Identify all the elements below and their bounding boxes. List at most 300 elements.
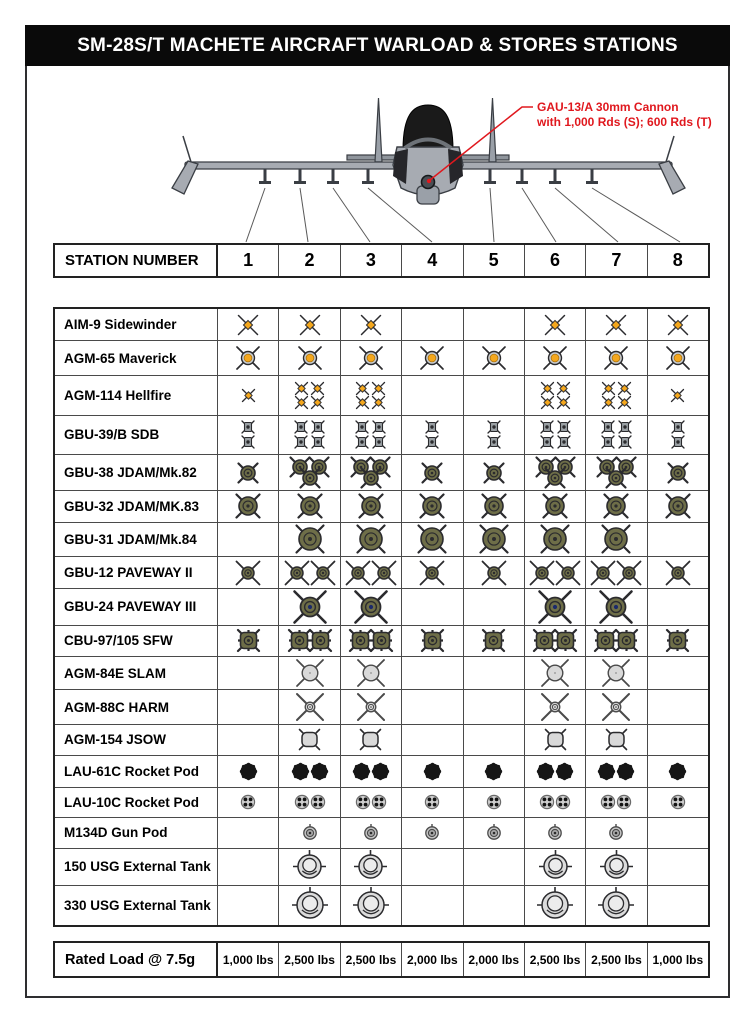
agm65-maverick-icon: [420, 346, 444, 370]
gbu31-jdam-icon: [542, 526, 568, 552]
station-cell: [218, 523, 279, 556]
station-cell: [464, 309, 525, 340]
agm65-maverick-icon: [236, 346, 260, 370]
icon-group: [295, 795, 325, 809]
icon-group: [290, 631, 330, 650]
external-tank-150usg-icon: [602, 852, 631, 881]
gbu38-jdam-icon: [485, 464, 503, 482]
icon-group: [601, 420, 632, 449]
weapon-row: [55, 376, 708, 416]
weapon-row: [55, 523, 708, 557]
agm84e-slam-icon: [602, 659, 630, 687]
gbu12-paveway2-icon: [666, 561, 690, 585]
station-cell: [402, 455, 463, 490]
station-cell: [279, 690, 340, 723]
station-cell: [279, 849, 340, 885]
aim9-sidewinder-icon: [667, 314, 689, 336]
station-cell: [341, 725, 402, 755]
station-cell: [402, 818, 463, 848]
gbu31-jdam-icon: [481, 526, 507, 552]
station-number-cell: 7: [586, 245, 647, 276]
station-cell: [525, 849, 586, 885]
lau61c-rocket-pod-icon: [240, 763, 257, 780]
leader-line: [555, 188, 618, 242]
gbu39-sdb-icon: [671, 435, 685, 449]
station-number-table: [53, 243, 710, 278]
station-cell: [525, 341, 586, 374]
rated-load-label: Rated Load @ 7.5g: [55, 943, 218, 976]
weapon-row: [55, 589, 708, 625]
icon-group: [294, 420, 325, 449]
gbu38-jdam-icon: [301, 469, 319, 487]
leader-line: [522, 188, 556, 242]
gbu12-paveway2-icon: [372, 561, 396, 585]
pylon-icon: [327, 169, 339, 183]
agm114-hellfire-icon: [295, 382, 308, 395]
station-number-cell: 5: [464, 245, 525, 276]
pylon-icon: [586, 169, 598, 183]
station-cell: [279, 788, 340, 818]
station-cell: [218, 376, 279, 415]
gbu32-jdam-icon: [483, 495, 505, 517]
station-cell: [218, 657, 279, 689]
gbu39-sdb-icon: [372, 420, 386, 434]
station-cell: [464, 376, 525, 415]
rated-load-cell: 1,000 lbs: [652, 952, 704, 967]
station-cell: [218, 557, 279, 588]
station-cell: [648, 416, 708, 454]
lau10c-rocket-pod-icon: [356, 795, 370, 809]
station-cell: [341, 416, 402, 454]
weapon-label: AIM-9 Sidewinder: [55, 309, 218, 340]
lau61c-rocket-pod-icon: [556, 763, 573, 780]
station-cell: [218, 626, 279, 656]
agm154-jsow-icon: [545, 729, 566, 750]
leader-line: [490, 188, 494, 242]
gbu12-paveway2-icon: [591, 561, 615, 585]
station-cell: [648, 491, 708, 521]
m134d-gun-pod-icon: [425, 826, 439, 840]
cannon-note-line2: with 1,000 Rds (S); 600 Rds (T): [537, 115, 712, 129]
weapon-row: [55, 455, 708, 491]
rated-load-cell: 2,500 lbs: [586, 943, 647, 976]
station-cell: [402, 309, 463, 340]
station-cell: [341, 886, 402, 925]
station-cell: [402, 788, 463, 818]
station-cell: [586, 657, 647, 689]
station-cell: [525, 416, 586, 454]
gbu39-sdb-icon: [372, 435, 386, 449]
icon-group: [356, 795, 386, 809]
gbu39-sdb-icon: [355, 420, 369, 434]
weapon-row: [55, 416, 708, 455]
station-cell: [341, 626, 402, 656]
icon-group: [530, 561, 580, 585]
rated-load-cell: 2,000 lbs: [464, 943, 525, 976]
icon-group: [535, 631, 575, 650]
gbu31-jdam-icon: [419, 526, 445, 552]
station-cell: [648, 523, 708, 556]
agm65-maverick-icon: [666, 346, 690, 370]
gbu39-sdb-icon: [311, 420, 325, 434]
station-cell: [648, 455, 708, 490]
station-cell: [648, 756, 708, 786]
weapon-label: M134D Gun Pod: [55, 818, 218, 848]
station-cell: [586, 416, 647, 454]
cbu97-sfw-icon: [556, 631, 575, 650]
icon-group: [351, 631, 391, 650]
agm114-hellfire-icon: [602, 396, 615, 409]
agm65-maverick-icon: [359, 346, 383, 370]
gbu39-sdb-icon: [557, 435, 571, 449]
weapon-label: GBU-32 JDAM/MK.83: [55, 491, 218, 521]
station-cell: [341, 491, 402, 521]
external-tank-330usg-icon: [539, 889, 571, 921]
gbu32-jdam-icon: [360, 495, 382, 517]
agm154-jsow-icon: [360, 729, 381, 750]
external-tank-330usg-icon: [355, 889, 387, 921]
lau10c-rocket-pod-icon: [671, 795, 685, 809]
station-cell: [341, 376, 402, 415]
agm88c-harm-icon: [357, 693, 385, 721]
station-cell: [218, 589, 279, 624]
station-cell: [218, 725, 279, 755]
station-cell: [402, 626, 463, 656]
station-cell: [464, 849, 525, 885]
agm65-maverick-icon: [482, 346, 506, 370]
agm84e-slam-icon: [357, 659, 385, 687]
gbu12-paveway2-icon: [285, 561, 309, 585]
agm114-hellfire-icon: [618, 382, 631, 395]
station-cell: [464, 788, 525, 818]
station-cell: [218, 491, 279, 521]
gbu32-jdam-icon: [421, 495, 443, 517]
agm154-jsow-icon: [606, 729, 627, 750]
station-cell: [279, 626, 340, 656]
station-cell: [525, 626, 586, 656]
cbu97-sfw-icon: [239, 631, 258, 650]
icon-group: [591, 561, 641, 585]
station-cell: [464, 657, 525, 689]
external-tank-150usg-icon: [541, 852, 570, 881]
station-number-cell: 8: [672, 250, 683, 270]
agm114-hellfire-icon: [311, 396, 324, 409]
station-cell: [218, 416, 279, 454]
station-cell: [525, 756, 586, 786]
rated-load-cell: 1,000 lbs: [218, 943, 279, 976]
weapon-row: [55, 690, 708, 724]
agm114-hellfire-icon: [602, 382, 615, 395]
icon-group: [671, 420, 685, 449]
gbu12-paveway2-icon: [556, 561, 580, 585]
station-cell: [648, 886, 708, 925]
station-cell: [341, 690, 402, 723]
station-cell: [341, 557, 402, 588]
station-cell: [464, 725, 525, 755]
station-cell: [279, 376, 340, 415]
weapon-label: AGM-65 Maverick: [55, 341, 218, 374]
gbu24-paveway3-icon: [539, 591, 571, 623]
gbu39-sdb-icon: [425, 435, 439, 449]
gbu39-sdb-icon: [557, 420, 571, 434]
cbu97-sfw-icon: [372, 631, 391, 650]
weapon-row: [55, 557, 708, 589]
station-leader-lines: [246, 188, 680, 242]
agm114-hellfire-icon: [372, 382, 385, 395]
gbu39-sdb-icon: [618, 435, 632, 449]
lau61c-rocket-pod-icon: [537, 763, 554, 780]
station-cell: [648, 849, 708, 885]
gbu39-sdb-icon: [241, 435, 255, 449]
station-cell: [586, 309, 647, 340]
station-cell: [402, 756, 463, 786]
gbu39-sdb-icon: [618, 420, 632, 434]
pylon-icon: [516, 169, 528, 183]
station-cell: [586, 341, 647, 374]
station-cell: [402, 657, 463, 689]
station-number-cell: 4: [402, 245, 463, 276]
station-cell: [402, 886, 463, 925]
lau10c-rocket-pod-icon: [487, 795, 501, 809]
icon-group: [353, 763, 389, 780]
rated-load-cell: 2,500 lbs: [525, 943, 586, 976]
gbu12-paveway2-icon: [420, 561, 444, 585]
weapon-row: [55, 818, 708, 849]
gbu39-sdb-icon: [355, 435, 369, 449]
lau61c-rocket-pod-icon: [485, 763, 502, 780]
right-intake-icon: [448, 149, 463, 184]
gbu12-paveway2-icon: [530, 561, 554, 585]
weapon-label: AGM-114 Hellfire: [55, 376, 218, 415]
gbu32-jdam-icon: [299, 495, 321, 517]
station-cell: [648, 818, 708, 848]
agm65-maverick-icon: [604, 346, 628, 370]
weapon-label: CBU-97/105 SFW: [55, 626, 218, 656]
station-cell: [218, 818, 279, 848]
gbu39-sdb-icon: [294, 420, 308, 434]
gbu39-sdb-icon: [425, 420, 439, 434]
gbu32-jdam-icon: [237, 495, 259, 517]
rated-load-cell: 2,500 lbs: [279, 943, 340, 976]
station-cell: [648, 557, 708, 588]
station-cell: [525, 455, 586, 490]
station-cell: [648, 690, 708, 723]
icon-group: [241, 420, 255, 449]
station-cell: [648, 788, 708, 818]
station-cell: [464, 455, 525, 490]
agm114-hellfire-icon: [541, 382, 554, 395]
gbu32-jdam-icon: [667, 495, 689, 517]
station-cell: [341, 788, 402, 818]
lau10c-rocket-pod-icon: [295, 795, 309, 809]
station-cell: [648, 309, 708, 340]
pylon-icon: [549, 169, 561, 183]
station-cell: [464, 557, 525, 588]
agm88c-harm-icon: [602, 693, 630, 721]
station-cell: [279, 341, 340, 374]
station-cell: [279, 557, 340, 588]
gbu39-sdb-icon: [294, 435, 308, 449]
weapon-label: 150 USG External Tank: [55, 849, 218, 885]
station-cell: [279, 756, 340, 786]
pylon-icon: [294, 169, 306, 183]
cannon-note-line1: GAU-13/A 30mm Cannon: [537, 100, 679, 114]
gbu38-jdam-icon: [607, 469, 625, 487]
gbu38-jdam-icon: [423, 464, 441, 482]
station-cell: [525, 657, 586, 689]
lau61c-rocket-pod-icon: [424, 763, 441, 780]
station-cell: [218, 341, 279, 374]
station-cell: [525, 523, 586, 556]
station-cell: [341, 309, 402, 340]
external-tank-330usg-icon: [600, 889, 632, 921]
lau10c-rocket-pod-icon: [601, 795, 615, 809]
station-cell: [218, 886, 279, 925]
agm114-hellfire-icon: [356, 396, 369, 409]
icon-group: [295, 382, 324, 409]
station-cell: [464, 756, 525, 786]
agm65-maverick-icon: [543, 346, 567, 370]
weapon-row: [55, 725, 708, 756]
station-cell: [279, 416, 340, 454]
aim9-sidewinder-icon: [360, 314, 382, 336]
cbu97-sfw-icon: [535, 631, 554, 650]
callout-dot: [427, 179, 431, 183]
station-number-label: STATION NUMBER: [55, 245, 218, 276]
gbu24-paveway3-icon: [355, 591, 387, 623]
lau10c-rocket-pod-icon: [556, 795, 570, 809]
station-cell: [525, 690, 586, 723]
icon-group: [541, 382, 570, 409]
agm154-jsow-icon: [299, 729, 320, 750]
station-cell: [586, 690, 647, 723]
gbu31-jdam-icon: [603, 526, 629, 552]
weapon-row: [55, 657, 708, 690]
lau10c-rocket-pod-icon: [617, 795, 631, 809]
cbu97-sfw-icon: [351, 631, 370, 650]
weapon-row: [55, 849, 708, 886]
agm88c-harm-icon: [296, 693, 324, 721]
gbu24-paveway3-icon: [294, 591, 326, 623]
weapon-label: LAU-10C Rocket Pod: [55, 788, 218, 818]
m134d-gun-pod-icon: [609, 826, 623, 840]
agm114-hellfire-icon: [356, 382, 369, 395]
station-cell: [464, 491, 525, 521]
agm88c-harm-icon: [541, 693, 569, 721]
station-cell: [648, 725, 708, 755]
pylon-icon: [484, 169, 496, 183]
agm114-hellfire-icon: [372, 396, 385, 409]
station-cell: [402, 523, 463, 556]
agm114-hellfire-icon: [557, 396, 570, 409]
lau61c-rocket-pod-icon: [372, 763, 389, 780]
aim9-sidewinder-icon: [544, 314, 566, 336]
lau10c-rocket-pod-icon: [372, 795, 386, 809]
external-tank-150usg-icon: [295, 852, 324, 881]
agm114-hellfire-icon: [311, 382, 324, 395]
station-cell: [525, 589, 586, 624]
lau10c-rocket-pod-icon: [425, 795, 439, 809]
station-number-cell: 3: [341, 245, 402, 276]
station-cell: [279, 886, 340, 925]
station-cell: [586, 818, 647, 848]
station-cell: [464, 818, 525, 848]
station-cell: [586, 886, 647, 925]
title-bar: [25, 25, 730, 66]
weapon-row: [55, 756, 708, 787]
lau61c-rocket-pod-icon: [292, 763, 309, 780]
cbu97-sfw-icon: [311, 631, 330, 650]
icon-group: [352, 458, 389, 487]
station-cell: [586, 523, 647, 556]
lau10c-rocket-pod-icon: [311, 795, 325, 809]
icon-group: [596, 631, 636, 650]
agm84e-slam-icon: [296, 659, 324, 687]
gbu39-sdb-icon: [241, 420, 255, 434]
gbu39-sdb-icon: [601, 420, 615, 434]
station-cell: [279, 455, 340, 490]
gbu12-paveway2-icon: [617, 561, 641, 585]
station-cell: [586, 725, 647, 755]
agm65-maverick-icon: [298, 346, 322, 370]
station-cell: [525, 491, 586, 521]
icon-group: [355, 420, 386, 449]
station-cell: [402, 557, 463, 588]
aim9-sidewinder-icon: [605, 314, 627, 336]
station-cell: [464, 589, 525, 624]
station-cell: [586, 788, 647, 818]
pylon-icon: [362, 169, 374, 183]
icon-group: [540, 420, 571, 449]
weapon-label: AGM-84E SLAM: [55, 657, 218, 689]
station-cell: [586, 849, 647, 885]
station-cell: [464, 626, 525, 656]
station-cell: [341, 756, 402, 786]
gbu39-sdb-icon: [540, 435, 554, 449]
aim9-sidewinder-icon: [299, 314, 321, 336]
weapon-label: LAU-61C Rocket Pod: [55, 756, 218, 786]
station-cell: [402, 341, 463, 374]
page-title: SM-28S/T MACHETE AIRCRAFT WARLOAD & STORES STATIONS: [77, 34, 678, 56]
gbu32-jdam-icon: [544, 495, 566, 517]
station-cell: [586, 491, 647, 521]
weapon-row: [55, 309, 708, 341]
icon-group: [602, 382, 631, 409]
gbu24-paveway3-icon: [600, 591, 632, 623]
station-cell: [525, 818, 586, 848]
icon-group: [285, 561, 335, 585]
left-winglet: [172, 161, 198, 194]
station-cell: [279, 589, 340, 624]
weapon-label: GBU-12 PAVEWAY II: [55, 557, 218, 588]
station-cell: [402, 416, 463, 454]
station-cell: [464, 523, 525, 556]
station-number-cell: 2: [279, 245, 340, 276]
icon-group: [487, 420, 501, 449]
m134d-gun-pod-icon: [364, 826, 378, 840]
station-cell: [341, 341, 402, 374]
station-cell: [402, 589, 463, 624]
gbu38-jdam-icon: [362, 469, 380, 487]
rated-load-table: [53, 941, 710, 978]
station-cell: [218, 788, 279, 818]
lau61c-rocket-pod-icon: [669, 763, 686, 780]
gbu32-jdam-icon: [605, 495, 627, 517]
station-cell: [402, 849, 463, 885]
external-tank-330usg-icon: [294, 889, 326, 921]
agm84e-slam-icon: [541, 659, 569, 687]
station-cell: [218, 849, 279, 885]
